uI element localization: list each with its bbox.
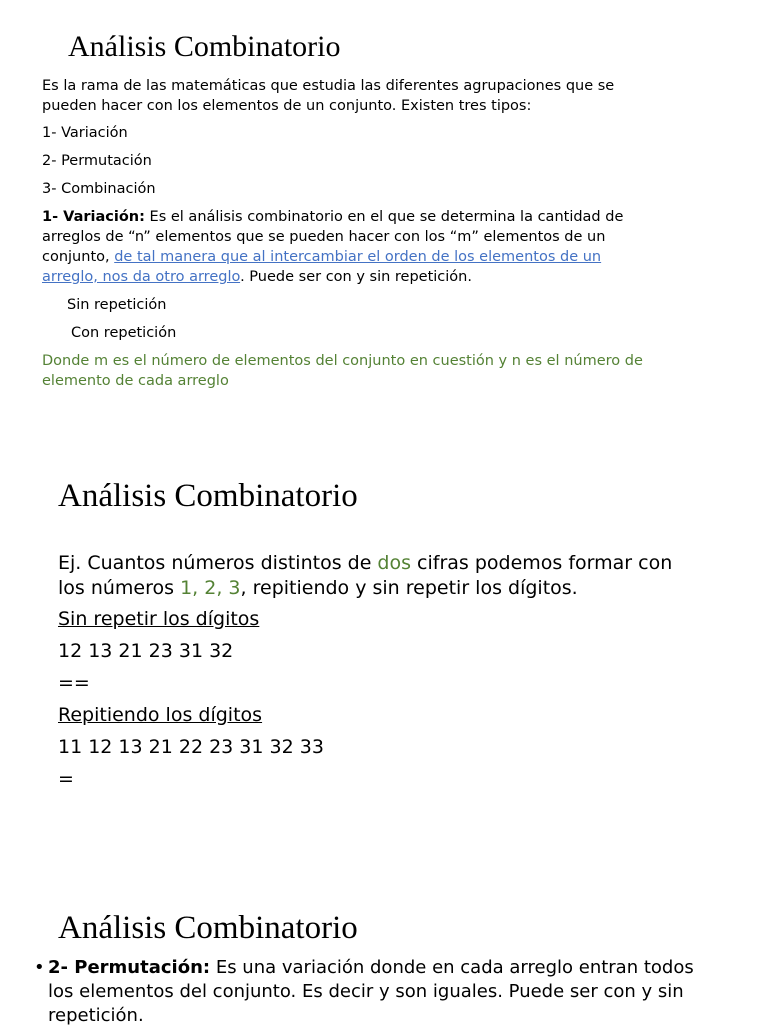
example-text-b: cifras podemos formar con los números	[58, 552, 673, 599]
intro-paragraph: Es la rama de las matemáticas que estudia las diferentes agrupaciones que se pueden hacer con los elementos de un conjunto. Existen tres tipos:	[42, 78, 615, 114]
repitiendo-values: 11 12 13 21 22 23 31 32 33	[58, 736, 324, 758]
sin-repeticion-label: Sin repetición	[67, 297, 167, 313]
sin-repetir-heading: Sin repetir los dígitos	[58, 608, 260, 630]
slide-1-title: Análisis Combinatorio	[68, 30, 341, 63]
repitiendo-heading: Repitiendo los dígitos	[58, 704, 263, 726]
permutacion-label: 2- Permutación:	[48, 957, 211, 978]
variacion-definition	[42, 207, 642, 287]
bullet-icon: •	[34, 957, 45, 978]
slide-3-title: Análisis Combinatorio	[58, 910, 358, 946]
example-text-a: Ej. Cuantos números distintos de	[58, 552, 378, 574]
sin-repetir-values: 12 13 21 23 31 32	[58, 640, 234, 662]
note-paragraph: Donde m es el número de elementos del conjunto en cuestión y n es el número de elemento de cada arreglo	[42, 353, 643, 389]
example-paragraph	[58, 551, 698, 601]
type-item-permutacion: 2- Permutación	[42, 153, 152, 169]
variacion-label: 1- Variación:	[42, 209, 145, 225]
variacion-text-b: . Puede ser con y sin repetición.	[240, 269, 472, 285]
variacion-link[interactable]: de tal manera que al intercambiar el orden de los elementos de un arreglo, nos da otro arreglo	[42, 249, 602, 285]
example-dos: dos	[377, 552, 412, 574]
con-repeticion-label: Con repetición	[71, 325, 177, 341]
type-item-variacion: 1- Variación	[42, 125, 128, 141]
example-numbers: 1, 2, 3	[180, 577, 241, 599]
permutacion-definition: Es una variación donde en cada arreglo entran todos los elementos del conjunto. Es decir y son iguales. Puede ser con y sin repetición.	[48, 957, 694, 1026]
equals-1: ==	[58, 672, 90, 694]
permutacion-text	[48, 956, 720, 1028]
example-text-c: , repitiendo y sin repetir los dígitos.	[240, 577, 578, 599]
type-item-combinacion: 3- Combinación	[42, 181, 156, 197]
variacion-text-a: Es el análisis combinatorio en el que se determina la cantidad de arreglos de “n” elementos que se pueden hacer con los “m” elementos de un conjunto,	[42, 209, 624, 265]
equals-2: =	[58, 768, 74, 790]
slide-2-title: Análisis Combinatorio	[58, 478, 358, 514]
